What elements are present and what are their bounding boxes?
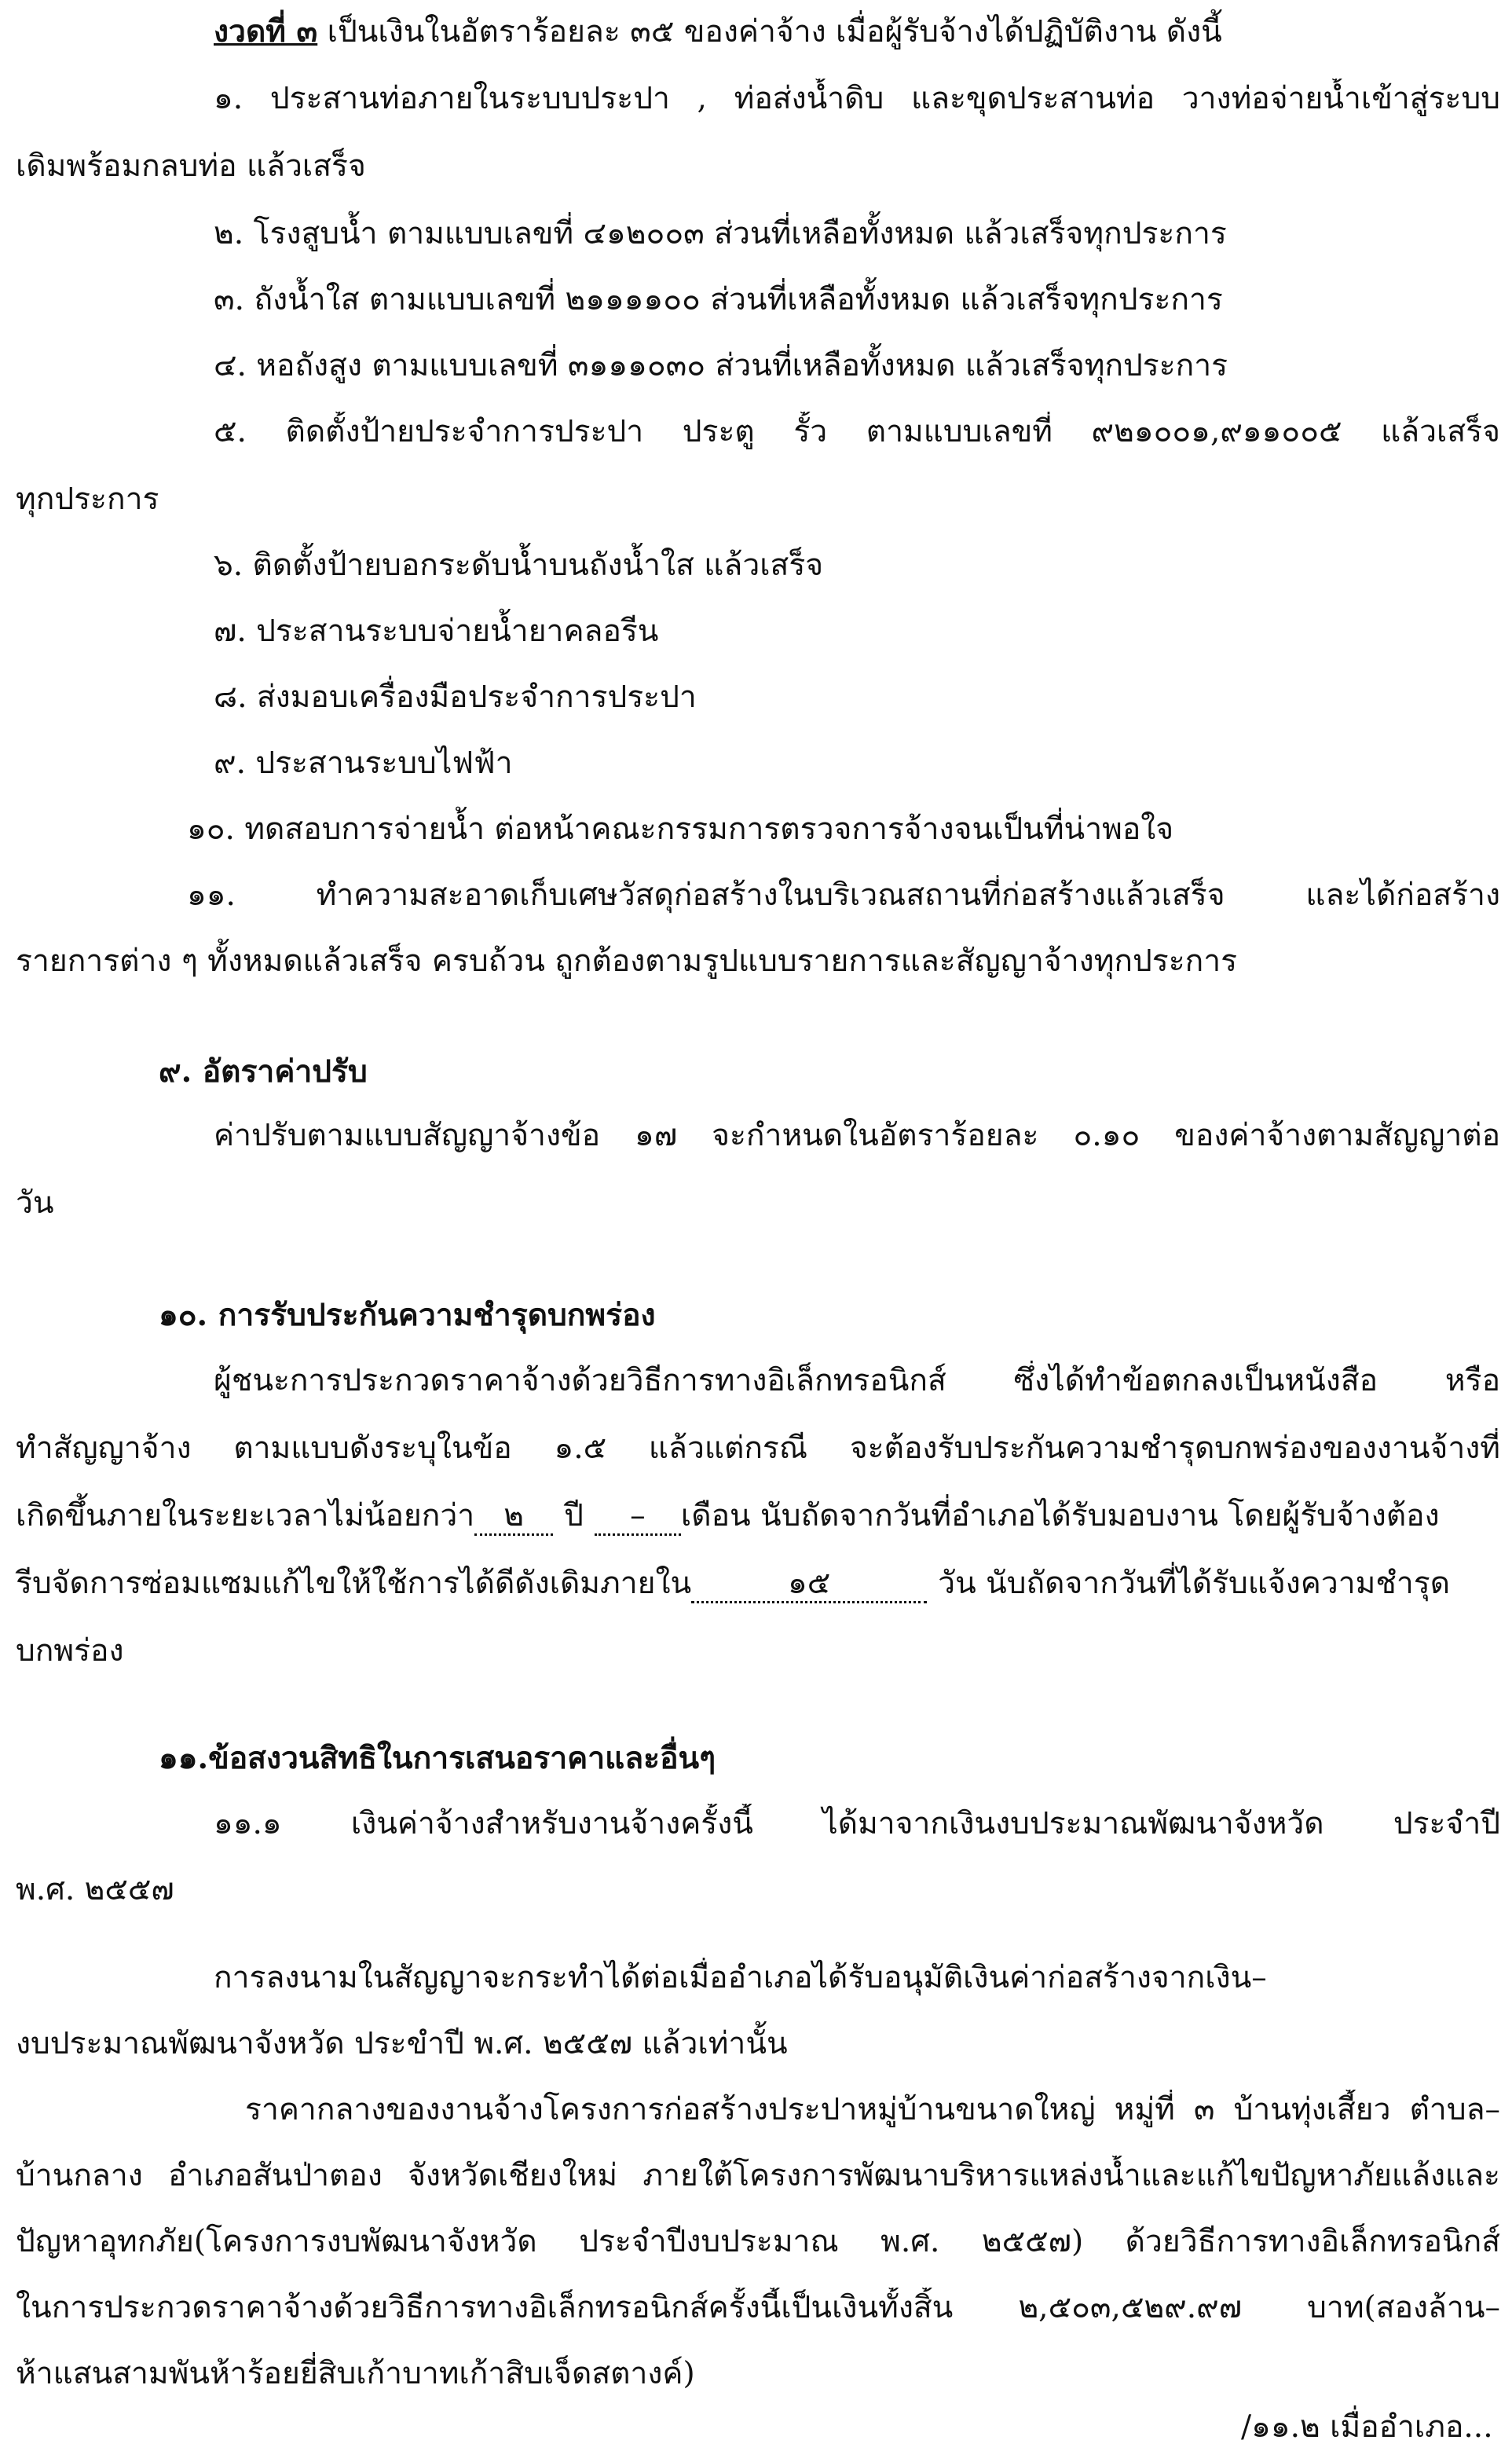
- work-item-9: ๙. ประสานระบบไฟฟ้า: [214, 746, 513, 781]
- section-10-line-3: [16, 1496, 1440, 1537]
- repair-days-value: ๑๕: [691, 1566, 927, 1603]
- section-11-p2-line-2: งบประมาณพัฒนาจังหวัด ประขำปี พ.ศ. ๒๕๕๗ แล้วเท่านั้น: [16, 2026, 788, 2061]
- work-item-3: ๓. ถังน้ำใส ตามแบบเลขที่ ๒๑๑๑๑๐๐ ส่วนที่เหลือทั้งหมด แล้วเสร็จทุกประการ: [214, 282, 1223, 317]
- section-11-p1-line-2: พ.ศ. ๒๕๕๗: [16, 1872, 174, 1907]
- section-11-p1-line-1: ๑๑.๑ เงินค่าจ้างสำหรับงานจ้างครั้งนี้ ได้มาจากเงินงบประมาณพัฒนาจังหวัด ประจำปี: [214, 1806, 1500, 1841]
- repair-pre-text: รีบจัดการซ่อมแซมแก้ไขให้ใช้การได้ดีดังเดิมภายใน: [16, 1566, 692, 1601]
- section-11-p3-line-3: ปัญหาอุทกภัย(โครงการงบพัฒนาจังหวัด ประจำปีงบประมาณ พ.ศ. ๒๕๕๗) ด้วยวิธีการทางอิเล็กทรอนิกส์: [16, 2224, 1500, 2259]
- installment-label: งวดที่ ๓: [214, 13, 318, 49]
- warranty-months-value: –: [595, 1499, 681, 1536]
- installment-header: [214, 11, 1222, 52]
- work-item-10: ๑๐. ทดสอบการจ่ายน้ำ ต่อหน้าคณะกรรมการตรวจการจ้างจนเป็นที่น่าพอใจ: [187, 812, 1174, 847]
- section-9-heading: ๙. อัตราค่าปรับ: [159, 1053, 368, 1090]
- section-10-line-1: ผู้ชนะการประกวดราคาจ้างด้วยวิธีการทางอิเล็กทรอนิกส์ ซึ่งได้ทำข้อตกลงเป็นหนังสือ หรือ: [214, 1363, 1500, 1398]
- section-10-line-5: บกพร่อง: [16, 1633, 124, 1669]
- warranty-post-text: เดือน นับถัดจากวันที่อำเภอได้รับมอบงาน โดยผู้รับจ้างต้อง: [680, 1498, 1440, 1533]
- work-item-6: ๖. ติดตั้งป้ายบอกระดับน้ำบนถังน้ำใส แล้วเสร็จ: [214, 548, 824, 583]
- work-item-4: ๔. หอถังสูง ตามแบบเลขที่ ๓๑๑๑๐๓๐ ส่วนที่เหลือทั้งหมด แล้วเสร็จทุกประการ: [214, 348, 1228, 383]
- section-11-heading: ๑๑.ข้อสงวนสิทธิในการเสนอราคาและอื่นๆ: [159, 1740, 716, 1776]
- warranty-pre-text: เกิดขึ้นภายในระยะเวลาไม่น้อยกว่า: [16, 1498, 475, 1533]
- work-item-1-cont: เดิมพร้อมกลบท่อ แล้วเสร็จ: [16, 148, 366, 184]
- work-item-2: ๒. โรงสูบน้ำ ตามแบบเลขที่ ๔๑๒๐๐๓ ส่วนที่เหลือทั้งหมด แล้วเสร็จทุกประการ: [214, 216, 1227, 251]
- section-11-p3-line-5: ห้าแสนสามพันห้าร้อยยี่สิบเก้าบาทเก้าสิบเจ็ดสตางค์): [16, 2356, 695, 2391]
- section-9-line-2: วัน: [16, 1185, 54, 1221]
- section-10-line-4: [16, 1563, 1450, 1604]
- warranty-years-value: ๒: [474, 1499, 553, 1536]
- section-11-p2-line-1: การลงนามในสัญญาจะกระทำได้ต่อเมื่ออำเภอได้รับอนุมัติเงินค่าก่อสร้างจากเงิน–: [214, 1960, 1267, 1995]
- work-item-7: ๗. ประสานระบบจ่ายน้ำยาคลอรีน: [214, 614, 659, 649]
- continuation-marker: /๑๑.๒ เมื่ออำเภอ...: [1241, 2409, 1493, 2445]
- work-item-8: ๘. ส่งมอบเครื่องมือประจำการประปา: [214, 680, 697, 715]
- section-9-line-1: ค่าปรับตามแบบสัญญาจ้างข้อ ๑๗ จะกำหนดในอัตราร้อยละ ๐.๑๐ ของค่าจ้างตามสัญญาต่อ: [214, 1118, 1500, 1153]
- work-item-11: ๑๑. ทำความสะอาดเก็บเศษวัสดุก่อสร้างในบริเวณสถานที่ก่อสร้างแล้วเสร็จ และได้ก่อสร้าง: [187, 877, 1500, 913]
- section-11-p3-line-1: ราคากลางของงานจ้างโครงการก่อสร้างประปาหมู่บ้านขนาดใหญ่ หมู่ที่ ๓ บ้านทุ่งเสี้ยว ตำบล–: [245, 2092, 1500, 2127]
- section-10-line-2: ทำสัญญาจ้าง ตามแบบดังระบุในข้อ ๑.๕ แล้วแต่กรณี จะต้องรับประกันความชำรุดบกพร่องของงานจ้างที่: [16, 1431, 1500, 1466]
- work-item-1: ๑. ประสานท่อภายในระบบประปา , ท่อส่งน้ำดิบ และขุดประสานท่อ วางท่อจ่ายน้ำเข้าสู่ระบบ: [214, 81, 1500, 116]
- work-item-5-cont: ทุกประการ: [16, 482, 159, 517]
- section-11-p3-line-2: บ้านกลาง อำเภอสันป่าตอง จังหวัดเชียงใหม่ ภายใต้โครงการพัฒนาบริหารแหล่งน้ำและแก้ไขปัญหาภัยแล้งและ: [16, 2158, 1500, 2193]
- years-label: ปี: [564, 1498, 584, 1533]
- section-11-p3-line-4: ในการประกวดราคาจ้างด้วยวิธีการทางอิเล็กทรอนิกส์ครั้งนี้เป็นเงินทั้งสิ้น ๒,๕๐๓,๕๒๙.๙๗ บาท(สองล้าน–: [16, 2290, 1500, 2325]
- repair-post-text: วัน นับถัดจากวันที่ได้รับแจ้งความชำรุด: [938, 1566, 1451, 1601]
- work-item-5: ๕. ติดตั้งป้ายประจำการประปา ประตู รั้ว ตามแบบเลขที่ ๙๒๑๐๐๑,๙๑๑๐๐๕ แล้วเสร็จ: [214, 414, 1500, 449]
- section-10-heading: ๑๐. การรับประกันความชำรุดบกพร่อง: [159, 1297, 656, 1333]
- work-item-11-cont: รายการต่าง ๆ ทั้งหมดแล้วเสร็จ ครบถ้วน ถูกต้องตามรูปแบบรายการและสัญญาจ้างทุกประการ: [16, 943, 1238, 979]
- installment-text: เป็นเงินในอัตราร้อยละ ๓๕ ของค่าจ้าง เมื่อผู้รับจ้างได้ปฏิบัติงาน ดังนี้: [317, 14, 1222, 49]
